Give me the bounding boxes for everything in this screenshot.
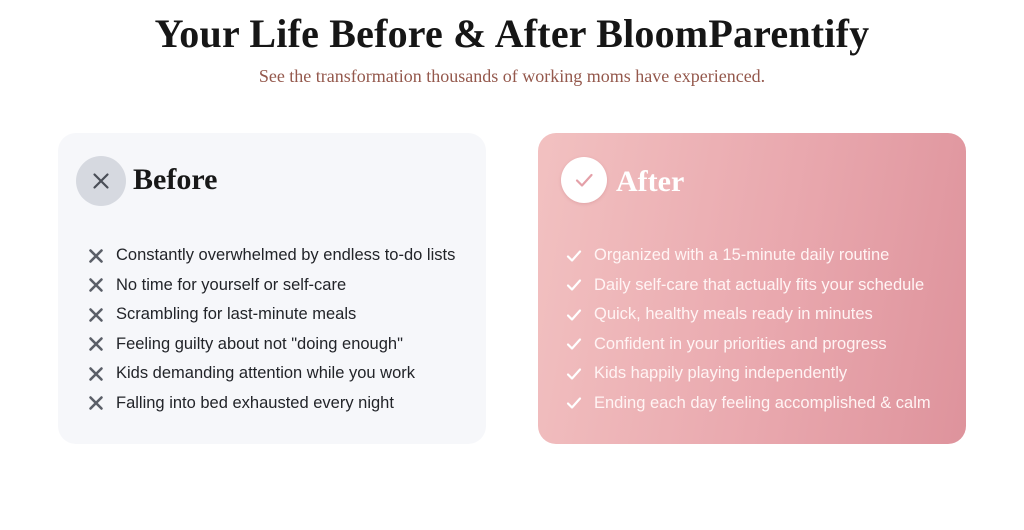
- after-card: [538, 133, 966, 444]
- after-item-text: Ending each day feeling accomplished & calm: [594, 393, 931, 412]
- after-heading: After: [616, 165, 685, 198]
- check-icon: [566, 248, 582, 264]
- after-list: [566, 241, 931, 418]
- before-item-text: Feeling guilty about not "doing enough": [116, 334, 403, 353]
- after-item: [566, 359, 931, 389]
- after-item: [566, 241, 931, 271]
- close-icon: [76, 156, 126, 206]
- after-item-text: Daily self-care that actually fits your schedule: [594, 275, 925, 294]
- x-icon: [88, 366, 104, 382]
- before-item-text: Constantly overwhelmed by endless to-do lists: [116, 246, 456, 265]
- before-heading: Before: [133, 163, 218, 196]
- after-item: [566, 300, 931, 330]
- before-item-text: Kids demanding attention while you work: [116, 364, 416, 383]
- before-item-text: Scrambling for last-minute meals: [116, 305, 357, 324]
- after-item: [566, 389, 931, 419]
- x-icon: [88, 277, 104, 293]
- before-list: [88, 241, 455, 418]
- check-icon: [561, 157, 607, 203]
- before-item: [88, 389, 455, 419]
- before-item-text: Falling into bed exhausted every night: [116, 393, 394, 412]
- after-item-text: Confident in your priorities and progress: [594, 334, 887, 353]
- after-item: [566, 271, 931, 301]
- before-item: [88, 271, 455, 301]
- before-item: [88, 300, 455, 330]
- after-item-text: Kids happily playing independently: [594, 364, 848, 383]
- before-item: [88, 330, 455, 360]
- page-title: Your Life Before & After BloomParentify: [154, 11, 870, 56]
- check-icon: [566, 307, 582, 323]
- after-item: [566, 330, 931, 360]
- x-icon: [88, 336, 104, 352]
- after-item-text: Organized with a 15-minute daily routine: [594, 246, 890, 265]
- page-subtitle: See the transformation thousands of working moms have experienced.: [258, 66, 766, 86]
- before-item-text: No time for yourself or self-care: [116, 275, 347, 294]
- x-icon: [88, 248, 104, 264]
- check-icon: [566, 336, 582, 352]
- before-item: [88, 241, 455, 271]
- after-item-text: Quick, healthy meals ready in minutes: [594, 305, 873, 324]
- check-icon: [566, 395, 582, 411]
- check-icon: [566, 366, 582, 382]
- x-icon: [88, 395, 104, 411]
- x-icon: [88, 307, 104, 323]
- before-card: [58, 133, 486, 444]
- before-item: [88, 359, 455, 389]
- check-icon: [566, 277, 582, 293]
